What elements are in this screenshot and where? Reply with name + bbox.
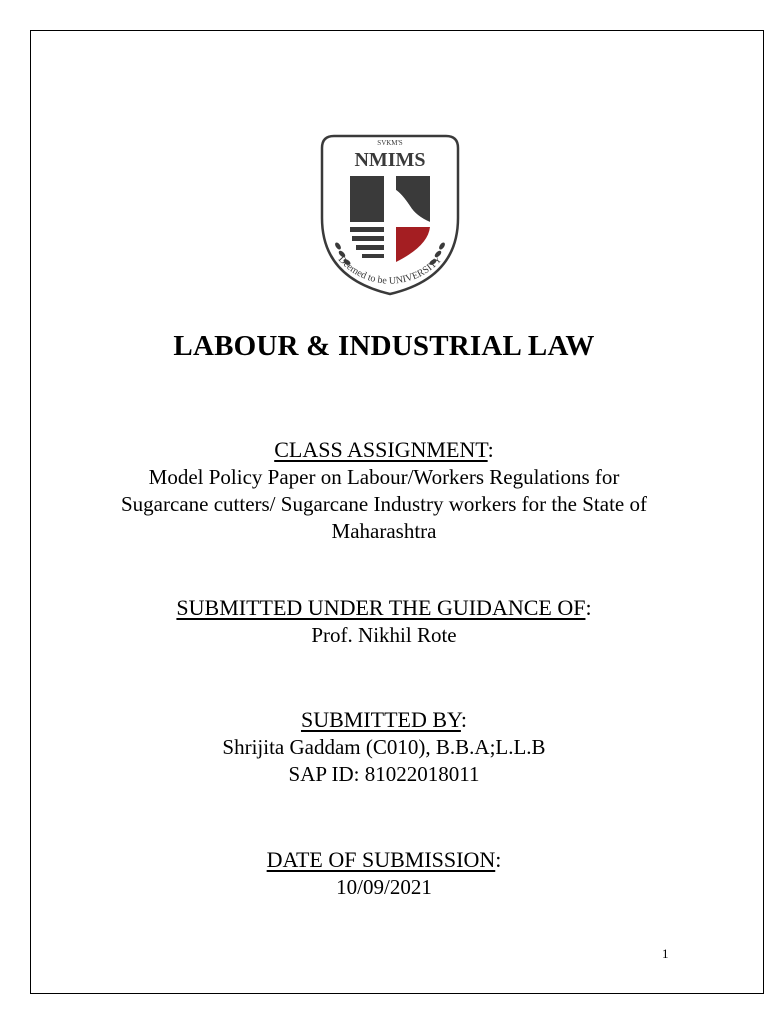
logo-top-text: SVKM'S <box>377 139 403 147</box>
sap-id: SAP ID: 81022018011 <box>288 762 480 786</box>
guidance-heading: SUBMITTED UNDER THE GUIDANCE OF: <box>176 595 592 620</box>
logo-stripe <box>356 245 384 250</box>
class-assignment-heading: CLASS ASSIGNMENT: <box>274 437 494 462</box>
logo-stripe <box>362 254 384 258</box>
logo-stripe <box>352 236 384 241</box>
assignment-line-2: Sugarcane cutters/ Sugarcane Industry workers for the State of <box>121 492 647 516</box>
logo-panel-red <box>396 227 430 262</box>
document-title: LABOUR & INDUSTRIAL LAW <box>173 330 595 362</box>
logo-motto: Deemed to be UNIVERSITY <box>335 254 445 287</box>
guide-name: Prof. Nikhil Rote <box>311 623 457 647</box>
submitted-by-section <box>0 706 768 788</box>
submission-date: 10/09/2021 <box>336 875 432 899</box>
student-name: Shrijita Gaddam (C010), B.B.A;L.L.B <box>222 735 546 759</box>
logo-stripe <box>350 227 384 232</box>
assignment-line-1: Model Policy Paper on Labour/Workers Regulations for <box>148 465 620 489</box>
assignment-line-3: Maharashtra <box>331 519 437 543</box>
date-section <box>0 846 768 901</box>
page-number: 1 <box>662 946 669 961</box>
class-assignment-section <box>0 436 768 545</box>
guidance-section <box>0 594 768 649</box>
logo-panel-left <box>350 176 384 222</box>
logo-name: NMIMS <box>354 149 426 171</box>
submitted-by-heading: SUBMITTED BY: <box>300 707 468 732</box>
date-heading: DATE OF SUBMISSION: <box>266 847 502 872</box>
nmims-logo <box>316 128 464 300</box>
